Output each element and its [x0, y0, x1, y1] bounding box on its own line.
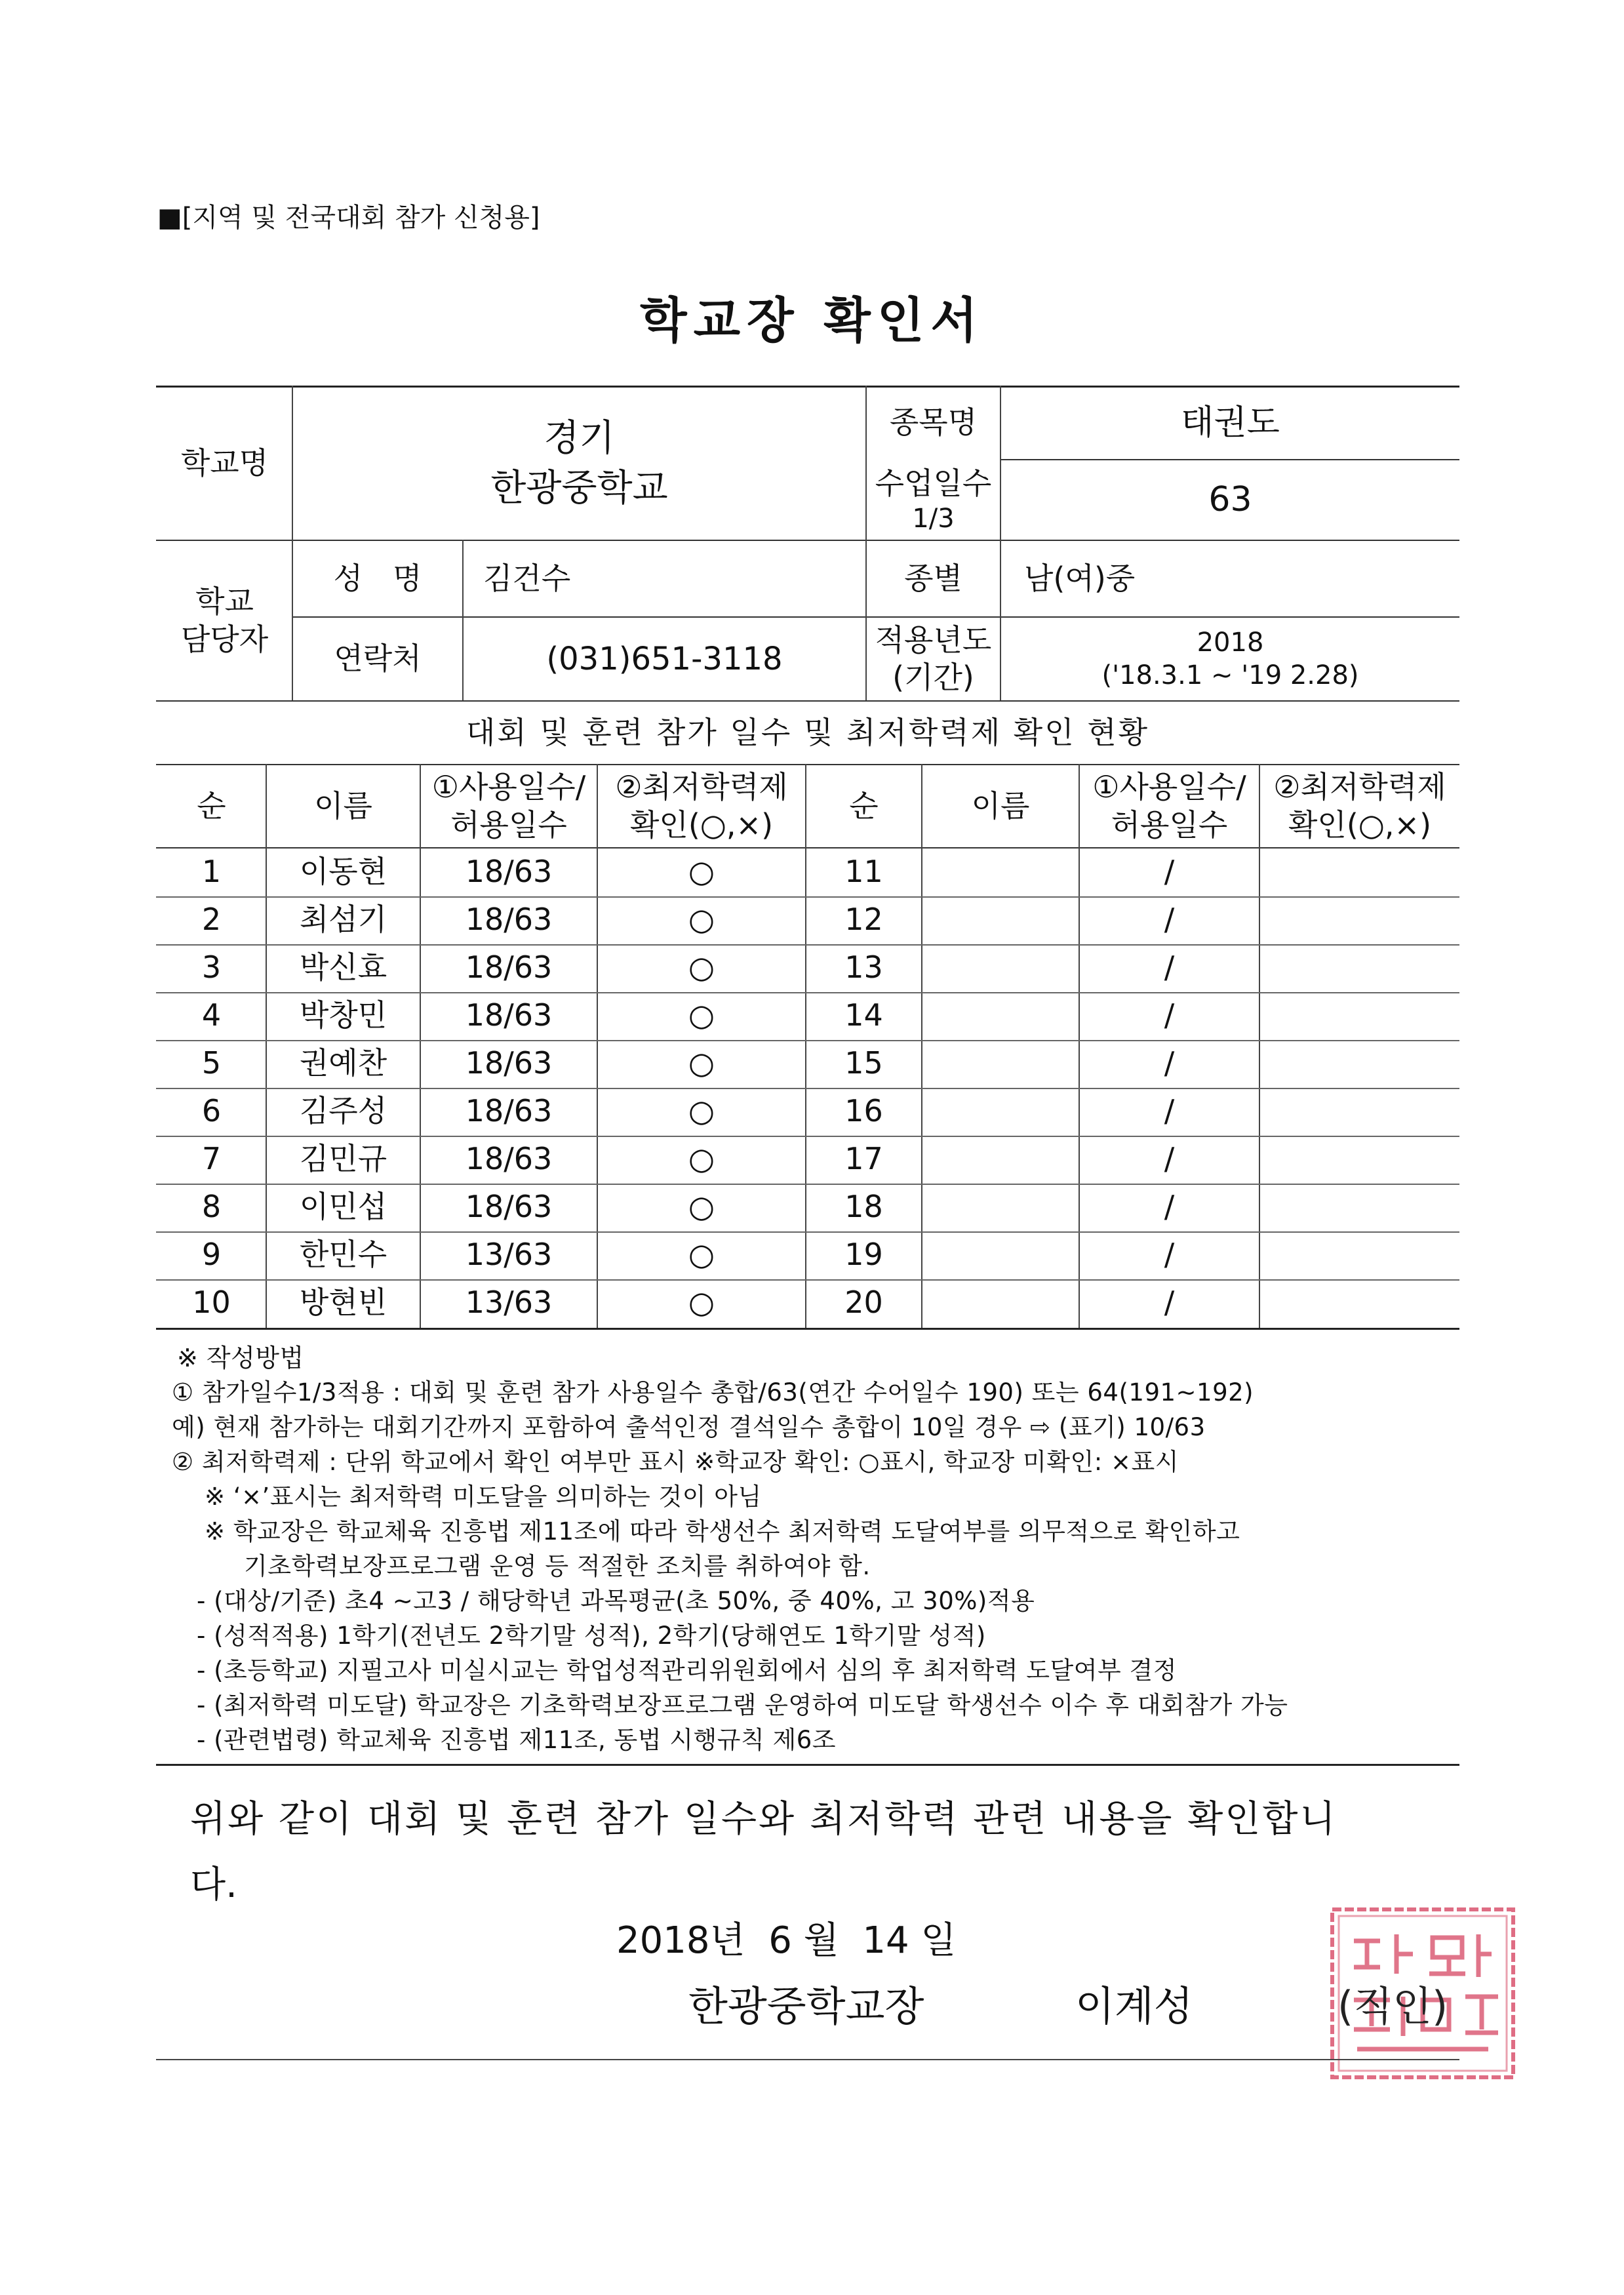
classdays-label-line2: 1/3 [912, 504, 955, 534]
row-divider [156, 1231, 1459, 1233]
header-days [421, 765, 597, 847]
year-label-line2: (기간) [892, 660, 974, 695]
header-days-line1: ①사용일수/ [431, 769, 586, 805]
cell-check2 [1260, 1184, 1459, 1230]
sport-label: 종목명 [889, 405, 978, 441]
school-name-label: 학교명 [180, 445, 269, 481]
cell-seq2: 18 [844, 1188, 883, 1224]
cell-seq2: 19 [844, 1236, 883, 1272]
guide-line: - (최저학력 미도달) 학교장은 기초학력보장프로그램 운영하여 미도달 학생선수 이수 후 대회참가 가능 [197, 1691, 1288, 1719]
cell-seq2: 20 [844, 1284, 883, 1320]
cell-days: 18/63 [465, 1188, 553, 1224]
year-value [1001, 618, 1459, 700]
cell-name: 이민섭 [299, 1188, 387, 1224]
guide-heading: ※ 작성방법 [177, 1344, 304, 1372]
year-label-line1: 적용년도 [875, 622, 992, 658]
header-days-line2: 허용일수 [450, 807, 567, 843]
cell-check: ○ [688, 1045, 715, 1081]
cell-name: 박신효 [299, 949, 387, 985]
guide-line: ※ ‘×’표시는 최저학력 미도달을 의미하는 것이 아님 [205, 1483, 762, 1511]
cell-name2 [922, 1088, 1079, 1134]
cell-seq2: 14 [844, 997, 883, 1033]
cell-name: 이동현 [299, 853, 387, 889]
cell-name: 한민수 [299, 1236, 387, 1272]
cell-name: 김주성 [299, 1092, 387, 1128]
cell-days2: / [1164, 901, 1175, 937]
cell-seq2: 17 [844, 1140, 883, 1176]
cell-check: ○ [688, 853, 715, 889]
cell-check2 [1260, 1136, 1459, 1182]
header-seq: 순 [197, 788, 226, 824]
cell-name: 김민규 [299, 1140, 387, 1176]
confirmation-text-end: 다. [190, 1864, 237, 1906]
sport-value: 태권도 [1181, 403, 1280, 443]
row-divider [156, 1040, 1459, 1041]
cell-check2 [1260, 848, 1459, 895]
cell-check: ○ [688, 1188, 715, 1224]
row-divider [156, 1279, 1459, 1281]
cell-days2: / [1164, 997, 1175, 1033]
cell-name2 [922, 1231, 1079, 1278]
classdays-label [867, 460, 1000, 540]
header-check-2-line2: 확인(○,×) [1288, 807, 1432, 843]
header-check-2 [1260, 765, 1459, 847]
manager-label [157, 541, 292, 700]
guide-line: ② 최저학력제 : 단위 학교에서 확인 여부만 표시 ※학교장 확인: ○표시, 학교장 미확인: ×표시 [172, 1448, 1179, 1476]
manager-label-line2: 담당자 [180, 621, 269, 657]
cell-check: ○ [688, 1284, 715, 1320]
cell-check: ○ [688, 1140, 715, 1176]
contact-label: 연락처 [334, 641, 422, 677]
category-marker: ■[지역 및 전국대회 참가 신청용] [157, 203, 540, 233]
header-seq-2: 순 [849, 788, 879, 824]
header-check [598, 765, 805, 847]
cell-name2 [922, 1136, 1079, 1182]
cell-check2 [1260, 896, 1459, 943]
cell-check: ○ [688, 1092, 715, 1128]
cell-seq2: 13 [844, 949, 883, 985]
cell-name2 [922, 896, 1079, 943]
cell-days2: / [1164, 1236, 1175, 1272]
cell-seq2: 11 [844, 853, 883, 889]
cell-name2 [922, 1184, 1079, 1230]
row-divider [156, 1088, 1459, 1089]
signer-title: 한광중학교장 [688, 1982, 924, 2030]
header-name: 이름 [314, 788, 372, 824]
cell-name2 [922, 848, 1079, 895]
cell-days2: / [1164, 1092, 1175, 1128]
guide-line: 기초학력보장프로그램 운영 등 적절한 조치를 취하여야 함. [244, 1552, 871, 1580]
header-days-2-line1: ①사용일수/ [1092, 769, 1246, 805]
header-check-line1: ②최저학력제 [615, 769, 788, 805]
cell-check2 [1260, 992, 1459, 1039]
cell-name2 [922, 944, 1079, 991]
page-title: 학교장 확인서 [640, 292, 984, 349]
year-value-line2: ('18.3.1 ~ '19 2.28) [1101, 660, 1359, 690]
cell-days2: / [1164, 1284, 1175, 1320]
cell-days: 13/63 [465, 1284, 553, 1320]
cell-seq: 3 [201, 949, 222, 985]
classdays-label-line1: 수업일수 [875, 465, 992, 501]
row-divider [156, 944, 1459, 946]
row-divider [156, 1184, 1459, 1185]
cell-seq2: 16 [844, 1092, 883, 1128]
guide-line: 예) 현재 참가하는 대회기간까지 포함하여 출석인정 결석일수 총합이 10일 경우 ⇨ (표기) 10/63 [172, 1413, 1206, 1441]
name-label: 성 명 [333, 560, 422, 596]
cell-check2 [1260, 1088, 1459, 1134]
classdays-value: 63 [1208, 480, 1252, 519]
cell-seq: 6 [201, 1092, 222, 1128]
cell-check: ○ [688, 1236, 715, 1272]
cell-seq: 4 [201, 997, 222, 1033]
year-label [867, 618, 1000, 700]
guide-line: - (관련법령) 학교체육 진흥법 제11조, 동법 시행규칙 제6조 [197, 1726, 837, 1754]
cell-days2: / [1164, 1188, 1175, 1224]
cell-seq: 7 [201, 1140, 222, 1176]
guide-line: ① 참가일수1/3적용 : 대회 및 훈련 참가 사용일수 총합/63(연간 수어일수 190) 또는 64(191~192) [172, 1378, 1254, 1407]
cell-seq: 9 [201, 1236, 222, 1272]
cell-seq: 5 [201, 1045, 222, 1081]
cell-seq: 1 [201, 853, 222, 889]
cell-name: 최섬기 [299, 901, 387, 937]
year-value-line1: 2018 [1197, 628, 1264, 658]
cell-days: 18/63 [465, 997, 553, 1033]
cell-check: ○ [688, 997, 715, 1033]
guide-line: - (대상/기준) 초4 ~고3 / 해당학년 과목평균(초 50%, 중 40%, 고 30%)적용 [197, 1587, 1035, 1615]
cell-seq: 2 [201, 901, 222, 937]
header-name-2: 이름 [971, 788, 1030, 824]
confirmation-date: 2018년 6 월 14 일 [616, 1919, 957, 1962]
guide-line: ※ 학교장은 학교체육 진흥법 제11조에 따라 학생선수 최저학력 도달여부를 의무적으로 확인하고 [205, 1517, 1240, 1546]
cell-days: 18/63 [465, 853, 553, 889]
school-name: 한광중학교 [490, 466, 668, 509]
row-divider [156, 992, 1459, 993]
school-name-value [293, 393, 865, 533]
cell-name2 [922, 1040, 1079, 1087]
type-value: 남(여)중 [1024, 560, 1136, 596]
cell-seq2: 15 [844, 1045, 883, 1081]
cell-seq2: 12 [844, 901, 883, 937]
cell-days: 18/63 [465, 949, 553, 985]
confirmation-text: 위와 같이 대회 및 훈련 참가 일수와 최저학력 관련 내용을 확인합니 [190, 1798, 1337, 1841]
cell-name2 [922, 1279, 1079, 1326]
seal-label: (직인) [1337, 1982, 1448, 2030]
cell-days2: / [1164, 853, 1175, 889]
cell-name: 방현빈 [299, 1284, 387, 1320]
cell-check: ○ [688, 901, 715, 937]
header-check-line2: 확인(○,×) [629, 807, 774, 843]
manager-name: 김건수 [483, 560, 571, 596]
signer-name: 이계성 [1075, 1982, 1193, 2030]
row-divider [156, 896, 1459, 898]
cell-days2: / [1164, 1140, 1175, 1176]
guide-line: - (초등학교) 지필고사 미실시교는 학업성적관리위원회에서 심의 후 최저학력 도달여부 결정 [197, 1656, 1178, 1685]
cell-check2 [1260, 1040, 1459, 1087]
header-days-2 [1080, 765, 1259, 847]
cell-name: 권예찬 [299, 1045, 387, 1081]
cell-check2 [1260, 944, 1459, 991]
row-divider [156, 1136, 1459, 1137]
cell-days2: / [1164, 949, 1175, 985]
cell-days: 13/63 [465, 1236, 553, 1272]
table-caption: 대회 및 훈련 참가 일수 및 최저학력제 확인 현황 [465, 714, 1150, 750]
cell-check: ○ [688, 949, 715, 985]
cell-name: 박창민 [299, 997, 387, 1033]
header-check-2-line1: ②최저학력제 [1273, 769, 1446, 805]
contact-value: (031)651-3118 [546, 641, 783, 677]
cell-check2 [1260, 1279, 1459, 1326]
cell-days: 18/63 [465, 1092, 553, 1128]
manager-label-line1: 학교 [195, 584, 254, 619]
cell-days2: / [1164, 1045, 1175, 1081]
type-label: 종별 [904, 560, 962, 596]
cell-days: 18/63 [465, 1140, 553, 1176]
header-days-2-line2: 허용일수 [1111, 807, 1228, 843]
cell-name2 [922, 992, 1079, 1039]
guide-line: - (성적적용) 1학기(전년도 2학기말 성적), 2학기(당해연도 1학기말 성적) [197, 1622, 986, 1650]
cell-days: 18/63 [465, 1045, 553, 1081]
cell-days: 18/63 [465, 901, 553, 937]
cell-seq: 8 [201, 1188, 222, 1224]
cell-seq: 10 [192, 1284, 231, 1320]
cell-check2 [1260, 1231, 1459, 1278]
school-region: 경기 [544, 416, 615, 460]
